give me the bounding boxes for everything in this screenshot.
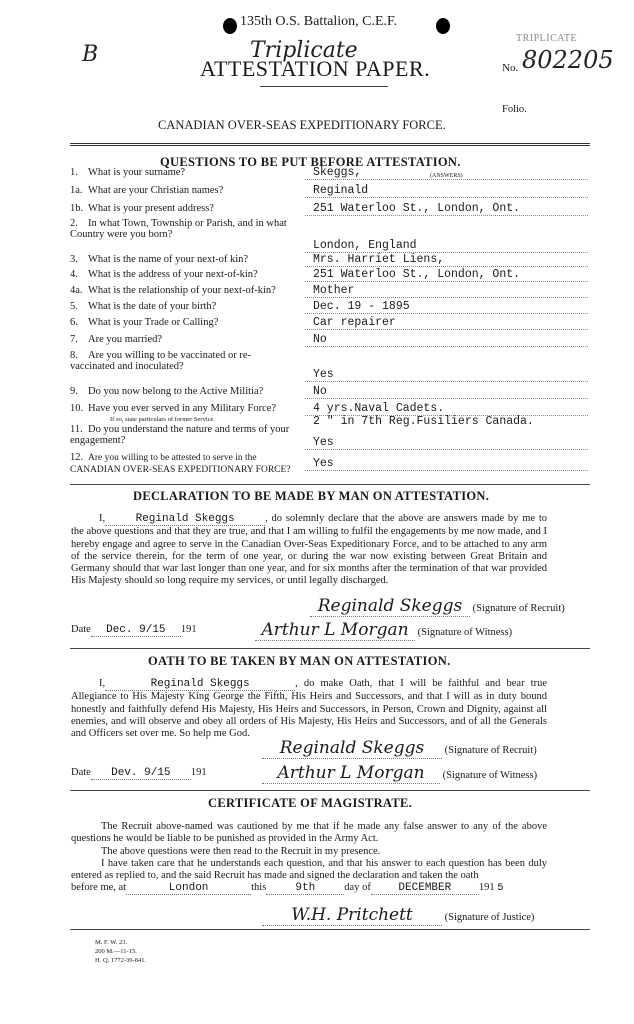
question-text: Are you willing to be attested to serve in the CANADIAN OVER-SEAS EXPEDITIONARY FORCE? bbox=[70, 453, 291, 475]
before-label: before me, at bbox=[71, 882, 127, 893]
answers-label: (ANSWERS) bbox=[430, 173, 463, 179]
question-note: If so, state particulars of former Service. bbox=[110, 416, 216, 423]
question-10 bbox=[70, 334, 292, 345]
answer-9: Car repairer bbox=[305, 317, 588, 330]
punch-hole bbox=[223, 18, 237, 34]
certificate-paragraph: The Recruit above-named was cautioned by me that if he made any false answer to any of the above questions he would be liable to be punished as provided in the Army Act. bbox=[71, 821, 547, 845]
question-11 bbox=[70, 350, 292, 372]
question-text: In what Town, Township or Parish, and in what Country were you born? bbox=[70, 218, 287, 240]
answer-1: Skeggs, bbox=[305, 167, 588, 180]
oath-date-line bbox=[71, 767, 207, 780]
question-15 bbox=[70, 452, 292, 476]
witness-signature-label: (Signature of Witness) bbox=[417, 627, 513, 638]
certificate-place-date-line bbox=[71, 882, 504, 895]
punch-hole bbox=[436, 18, 450, 34]
declaration-name: Reginald Skeggs bbox=[105, 513, 265, 526]
margin-mark: B bbox=[82, 42, 99, 67]
question-5 bbox=[70, 254, 292, 265]
answer-13-continued: 2 " in 7th Reg.Fusiliers Canada. bbox=[313, 415, 534, 428]
year-digit: 5 bbox=[497, 882, 504, 894]
hq-reference: H. Q. 1772-39-841. bbox=[95, 957, 147, 964]
oath-body: , do make Oath, that I will be faithful and bear true Allegiance to His Majesty King George the Fifth, His Heirs and Successors, and that I will as in duty bound honestly and faithfully defend His Majesty, His Heirs and Successors, in Person, Crown and Dignity, against all enemies, and will observe and obey all orders of His Majesty, His Heirs and Successors, and of all the Generals and Officers set over me. So help me God. bbox=[71, 678, 547, 740]
this-label: this bbox=[251, 882, 267, 893]
question-number: 9. bbox=[70, 386, 78, 397]
witness-signature: Arthur L Morgan bbox=[255, 620, 415, 641]
question-number: 8. bbox=[70, 350, 78, 361]
battalion-heading: 135th O.S. Battalion, C.E.F. bbox=[240, 14, 398, 29]
recruit-signature-label: (Signature of Recruit) bbox=[472, 603, 565, 614]
title-underline bbox=[260, 86, 388, 87]
oath-witness-signature-line bbox=[262, 763, 537, 784]
question-number: 7. bbox=[70, 334, 78, 345]
question-text: What are your Christian names? bbox=[88, 185, 224, 196]
copy-handwritten: Triplicate bbox=[250, 38, 358, 63]
certificate-paragraph: I have taken care that he understands each question, and that his answer to each question has been duly entered as replied to, and the said Recruit has made and signed the declaration and taken the oath bbox=[71, 857, 547, 882]
declaration-date: Dec. 9/15 bbox=[91, 624, 181, 637]
divider bbox=[70, 484, 590, 485]
oath-date: Dev. 9/15 bbox=[91, 767, 191, 780]
divider bbox=[70, 143, 590, 146]
question-4 bbox=[70, 218, 292, 240]
question-12 bbox=[70, 386, 292, 397]
question-text: Do you understand the nature and terms of your engagement? bbox=[70, 424, 290, 446]
triplicate-stamp: TRIPLICATE bbox=[516, 33, 578, 44]
question-number: 1a. bbox=[70, 185, 83, 196]
question-6 bbox=[70, 269, 292, 280]
question-text: What is the address of your next-of-kin? bbox=[88, 269, 258, 280]
oath-recruit-signature-line bbox=[262, 738, 537, 759]
declaration-text bbox=[71, 513, 547, 588]
declaration-heading: DECLARATION TO BE MADE BY MAN ON ATTESTATION. bbox=[133, 489, 490, 503]
justice-signature: W.H. Pritchett bbox=[262, 905, 442, 926]
question-text: Are you willing to be vaccinated or re-vaccinated and inoculated? bbox=[70, 350, 251, 372]
question-7 bbox=[70, 285, 292, 296]
question-text: What is your surname? bbox=[88, 167, 186, 178]
recruit-signature: Reginald Skeggs bbox=[262, 738, 442, 759]
question-number: 3. bbox=[70, 254, 78, 265]
question-9 bbox=[70, 317, 292, 328]
question-number: 1. bbox=[70, 167, 78, 178]
question-text: What is your Trade or Calling? bbox=[88, 317, 219, 328]
question-text: What is the name of your next-of kin? bbox=[88, 254, 249, 265]
declaration-witness-signature-line bbox=[255, 620, 512, 641]
form-reference bbox=[95, 938, 146, 965]
certificate-day: 9th bbox=[266, 882, 344, 895]
declaration-date-line bbox=[71, 624, 197, 637]
question-text: Do you now belong to the Active Militia? bbox=[88, 386, 264, 397]
answer-12: No bbox=[305, 386, 588, 399]
question-2 bbox=[70, 185, 292, 196]
recruit-signature: Reginald Skeggs bbox=[310, 596, 470, 617]
question-number: 2. bbox=[70, 218, 78, 229]
question-14 bbox=[70, 424, 292, 446]
answer-6: 251 Waterloo St., London, Ont. bbox=[305, 269, 588, 282]
witness-signature: Arthur L Morgan bbox=[262, 763, 440, 784]
answer-2: Reginald bbox=[305, 185, 588, 198]
question-number: 1b. bbox=[70, 203, 84, 214]
question-text: What is the date of your birth? bbox=[88, 301, 217, 312]
question-number: 5. bbox=[70, 301, 78, 312]
year-prefix: 191 bbox=[478, 882, 495, 893]
oath-text bbox=[71, 678, 547, 740]
subtitle: CANADIAN OVER-SEAS EXPEDITIONARY FORCE. bbox=[158, 118, 446, 132]
certificate-paragraph: The above questions were then read to the Recruit in my presence. bbox=[101, 845, 381, 857]
year-prefix: 191 bbox=[180, 624, 197, 635]
question-number: 6. bbox=[70, 317, 78, 328]
question-text: Are you married? bbox=[88, 334, 163, 345]
question-13 bbox=[70, 403, 292, 425]
answer-3: 251 Waterloo St., London, Ont. bbox=[305, 203, 588, 216]
question-1 bbox=[70, 167, 292, 178]
certificate-place: London bbox=[126, 882, 251, 895]
folio-label: Folio. bbox=[502, 104, 527, 115]
question-number: 12. bbox=[70, 452, 84, 463]
question-3 bbox=[70, 203, 292, 214]
justice-signature-label: (Signature of Justice) bbox=[444, 912, 535, 923]
certificate-month: DECEMBER bbox=[371, 882, 479, 895]
page-title: ATTESTATION PAPER. bbox=[200, 56, 431, 81]
certificate-heading: CERTIFICATE OF MAGISTRATE. bbox=[208, 796, 413, 810]
answer-8: Dec. 19 - 1895 bbox=[305, 301, 588, 314]
answer-13: 4 yrs.Naval Cadets. bbox=[305, 403, 588, 416]
oath-name: Reginald Skeggs bbox=[105, 678, 295, 691]
divider bbox=[70, 790, 590, 791]
date-label: Date bbox=[71, 624, 91, 635]
answer-7: Mother bbox=[305, 285, 588, 298]
oath-prefix: I, bbox=[99, 678, 106, 689]
answer-10: No bbox=[305, 334, 588, 347]
date-label: Date bbox=[71, 767, 91, 778]
form-number: M. F. W. 23. bbox=[95, 939, 128, 946]
divider bbox=[70, 648, 590, 649]
regimental-number: 802205 bbox=[522, 46, 614, 74]
divider bbox=[70, 929, 590, 930]
question-8 bbox=[70, 301, 292, 312]
answer-11: Yes bbox=[305, 369, 588, 382]
question-number: 10. bbox=[70, 403, 84, 414]
day-of-label: day of bbox=[344, 882, 371, 893]
declaration-body: , do solemnly declare that the above are answers made by me to the above questions and that they are true, and that I am willing to fulfil the engagements by me now made, and I hereby engage and agree to serve in the Canadian Over-Seas Expeditionary Force, and to be attached to any arm of the service therein, for the term of one year, or during the war now existing between Great Britain and Germany should that war last longer than one year, and for six months after the termination of that war provided His Majesty should so long require my services, or until legally discharged. bbox=[71, 513, 547, 587]
answer-4: London, England bbox=[305, 240, 588, 253]
answer-5: Mrs. Harriet Liens, bbox=[305, 254, 588, 267]
question-text: What is the relationship of your next-of-kin? bbox=[88, 285, 276, 296]
answer-14: Yes bbox=[305, 437, 588, 450]
witness-signature-label: (Signature of Witness) bbox=[442, 770, 538, 781]
justice-signature-line bbox=[262, 905, 534, 926]
questions-heading: QUESTIONS TO BE PUT BEFORE ATTESTATION. bbox=[160, 155, 461, 169]
recruit-signature-label: (Signature of Recruit) bbox=[444, 745, 537, 756]
declaration-prefix: I, bbox=[99, 513, 106, 524]
answer-15: Yes bbox=[305, 458, 588, 471]
question-text: What is your present address? bbox=[88, 203, 214, 214]
certificate-text bbox=[71, 821, 547, 882]
question-number: 4a. bbox=[70, 285, 83, 296]
question-number: 11. bbox=[70, 424, 83, 435]
question-number: 4. bbox=[70, 269, 78, 280]
oath-heading: OATH TO BE TAKEN BY MAN ON ATTESTATION. bbox=[148, 654, 451, 668]
print-run: 200 M.—11-15. bbox=[95, 948, 137, 955]
declaration-recruit-signature-line bbox=[310, 596, 565, 617]
question-text: Have you ever served in any Military Force? bbox=[88, 403, 277, 414]
number-label: No. bbox=[502, 62, 519, 74]
year-prefix: 191 bbox=[190, 767, 207, 778]
